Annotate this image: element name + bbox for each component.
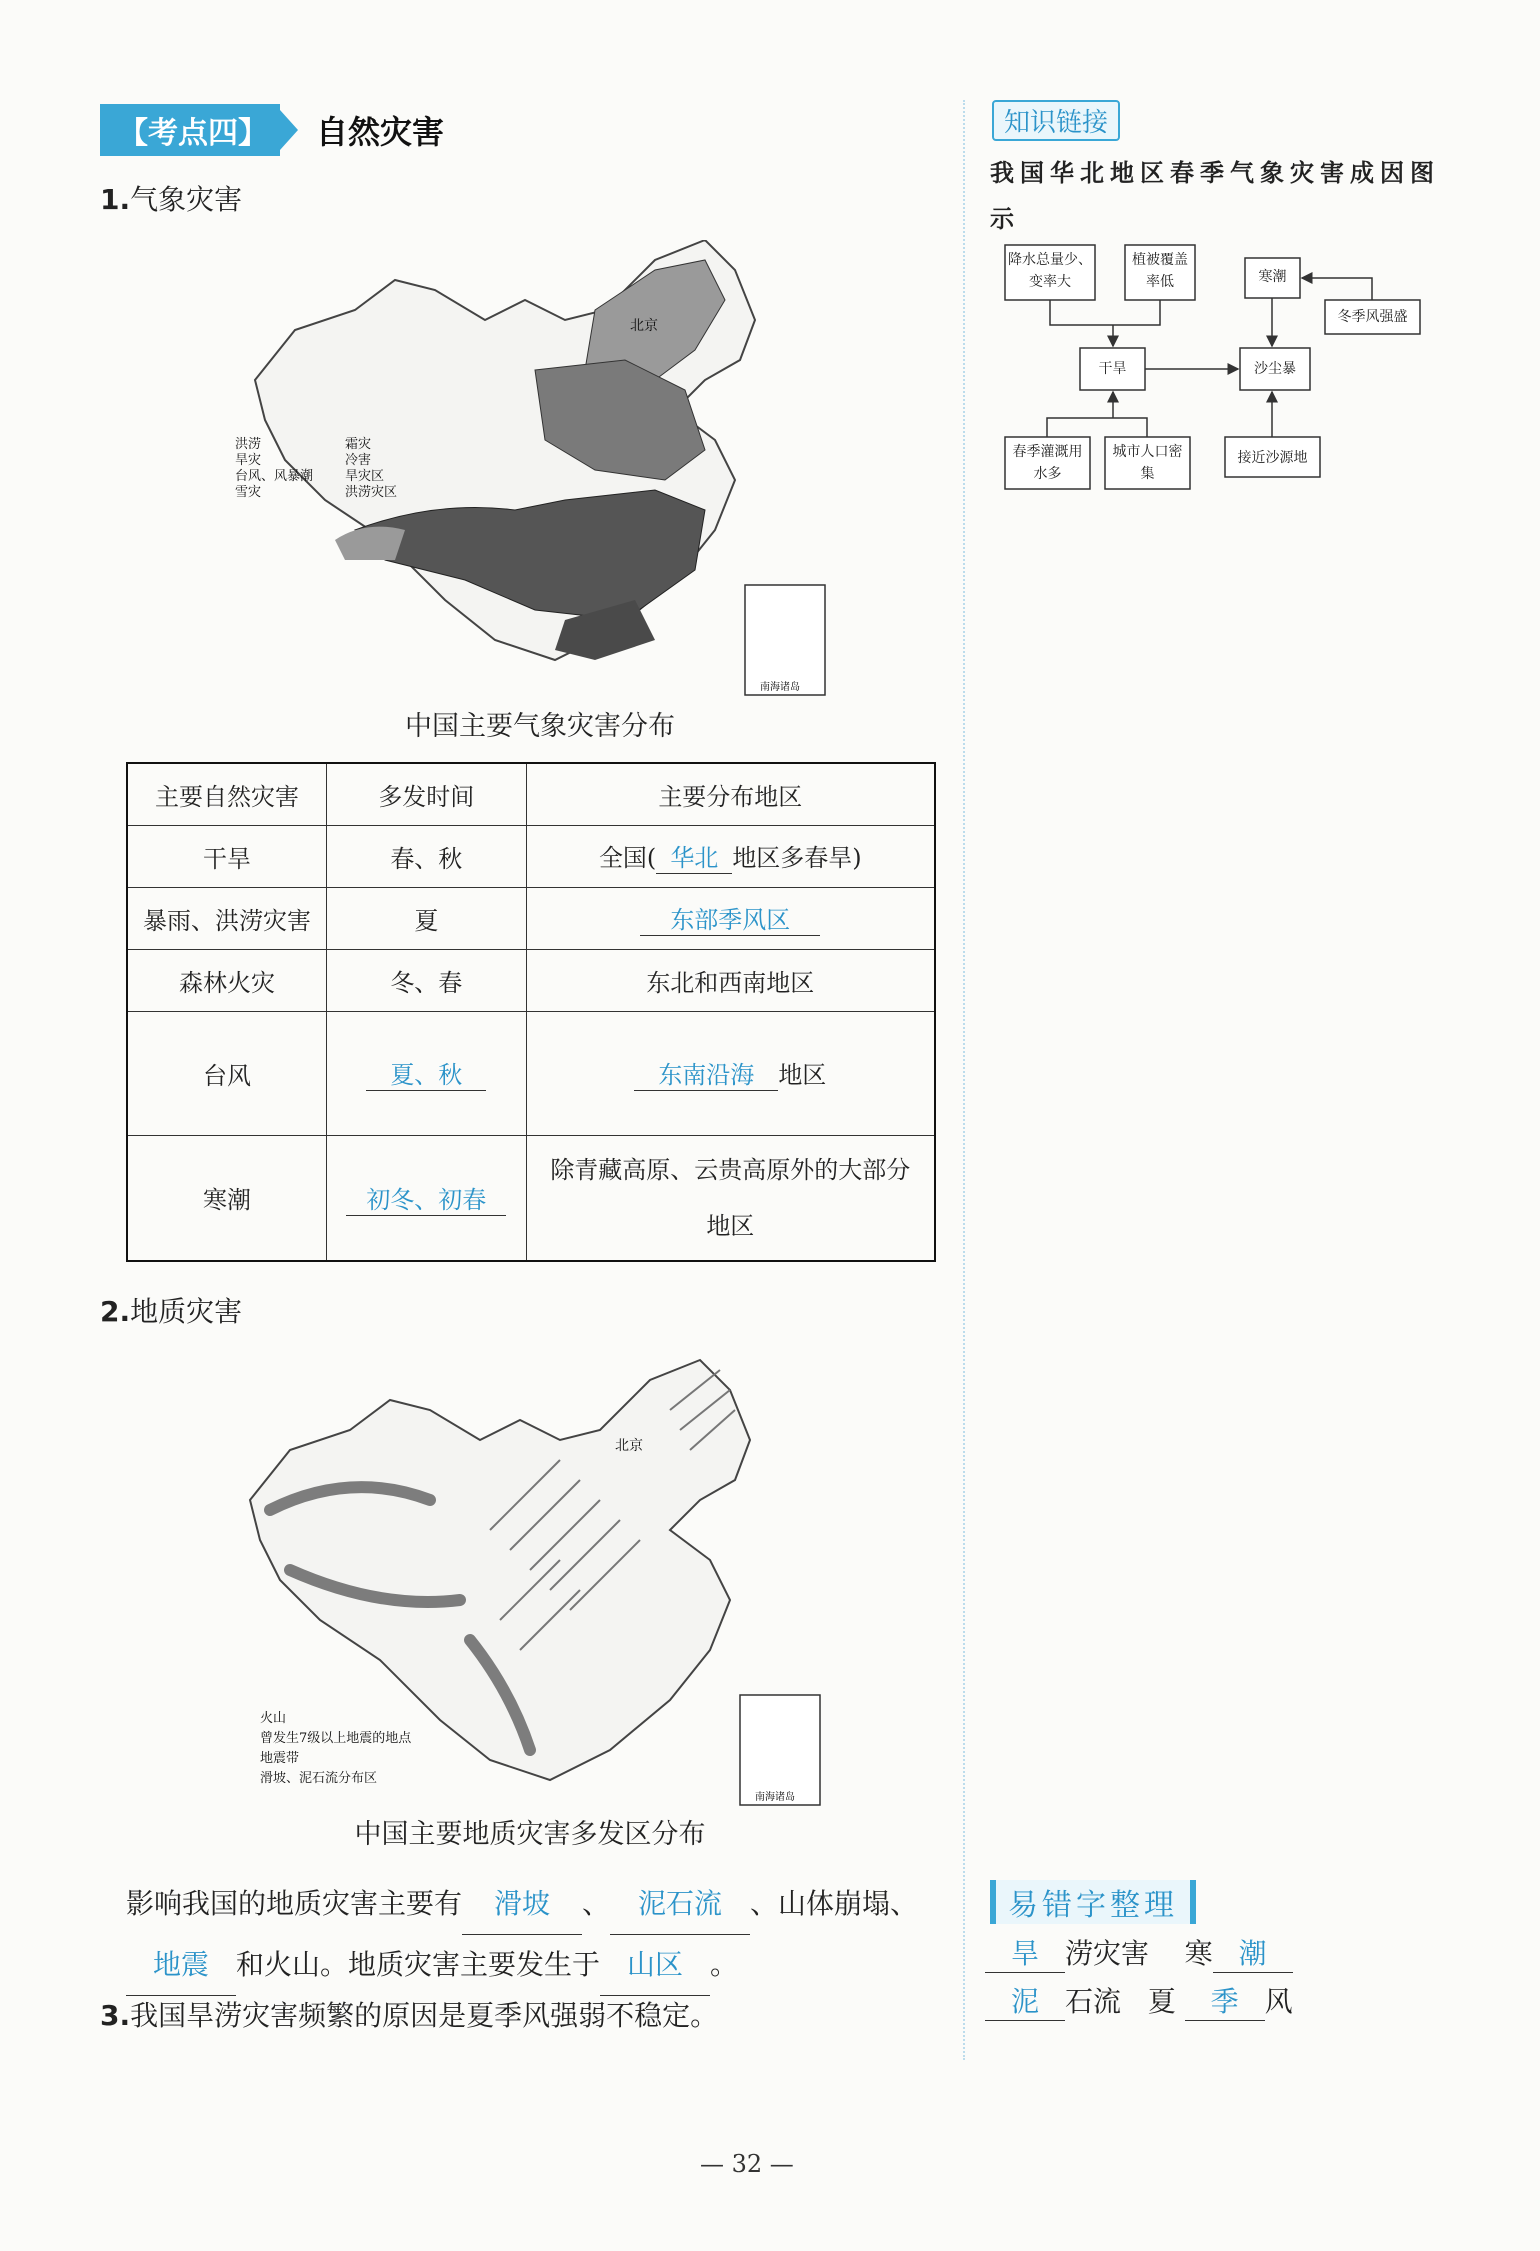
cell-text: 地区	[778, 1061, 827, 1089]
geo-paragraph	[126, 1874, 956, 1996]
geo-map-caption: 中国主要地质灾害多发区分布	[354, 1819, 706, 1850]
map1-legend-4: 雪灾	[235, 485, 262, 500]
node-irrigation: 春季灌溉用水多	[1012, 443, 1083, 481]
node-winter-monsoon: 冬季风强盛	[1337, 308, 1408, 324]
answer-blank: 初冬、初春	[346, 1180, 506, 1216]
table-cell: 寒潮	[127, 1135, 326, 1261]
answer-blank: 泥石流	[610, 1874, 750, 1935]
map2-inset-label: 南海诸岛	[755, 1792, 795, 1803]
cell-text: 除青藏高原、云贵高原外的大部分	[550, 1155, 911, 1184]
knowledge-text: 我国华北地区春季气象灾害成因图示	[990, 159, 1440, 233]
node-sand-source: 接近沙源地	[1237, 449, 1308, 465]
err-text: 夏	[1147, 1985, 1176, 2018]
map2-beijing-label: 北京	[615, 1438, 643, 1454]
node-vegetation: 植被覆盖率低	[1132, 251, 1188, 289]
map1-inset-label: 南海诸岛	[760, 682, 800, 693]
cell-text: 地区	[706, 1211, 755, 1240]
table-cell: 夏	[326, 887, 526, 949]
answer-blank: 华北	[656, 838, 732, 874]
map1-beijing-label: 北京	[630, 318, 658, 334]
cell-text: 地区多春旱)	[732, 844, 862, 872]
knowledge-tag: 知识链接	[992, 100, 1120, 141]
table-cell: 干旱	[127, 825, 326, 887]
tag-arrow-icon	[280, 110, 298, 150]
err-text: 涝灾害	[1065, 1937, 1150, 1970]
answer-blank: 泥	[985, 1980, 1065, 2021]
table-row	[127, 1135, 935, 1261]
node-precip: 降水总量少、变率大	[1008, 251, 1092, 289]
map2-legend-2: 曾发生7级以上地震的地点	[260, 1731, 412, 1746]
section-tag: 【 考点四 】	[100, 104, 280, 156]
cause-flowchart	[995, 240, 1435, 500]
errors-tag: 易错字整理	[990, 1880, 1196, 1924]
column-divider	[963, 100, 965, 2060]
map1-legend-1: 洪涝	[235, 437, 262, 452]
map1-legend-8: 洪涝灾区	[345, 485, 398, 500]
para-text: 和火山。地质灾害主要发生于	[236, 1948, 601, 1981]
page-number: — 32 —	[700, 2150, 794, 2178]
node-sandstorm: 沙尘暴	[1254, 360, 1296, 376]
map1-legend-3: 台风、风暴潮	[235, 469, 314, 484]
para-text: 、	[582, 1887, 611, 1920]
table-cell	[526, 1011, 935, 1135]
err-text: 石流	[1065, 1985, 1122, 2018]
table-cell	[326, 1135, 526, 1261]
table-cell: 冬、春	[326, 949, 526, 1011]
geo-heading	[100, 1290, 242, 1330]
answer-blank: 滑坡	[462, 1874, 582, 1935]
err-text: 寒	[1184, 1937, 1213, 1970]
table-cell	[326, 1011, 526, 1135]
node-drought: 干旱	[1098, 360, 1127, 376]
errors-row-2	[985, 1980, 1293, 2021]
weather-heading	[100, 178, 242, 218]
cell-text: 全国(	[598, 844, 657, 872]
answer-blank: 东南沿海	[634, 1055, 778, 1091]
answer-blank: 夏、秋	[366, 1055, 486, 1091]
disaster-table	[126, 762, 936, 1262]
answer-blank: 东部季风区	[640, 900, 820, 936]
map1-legend-2: 旱灾	[235, 453, 262, 468]
point3-text: 我国旱涝灾害频繁的原因是夏季风强弱不稳定。	[130, 1999, 719, 2032]
table-cell	[526, 1135, 935, 1261]
weather-map-caption: 中国主要气象灾害分布	[405, 711, 675, 742]
table-header: 主要自然灾害	[127, 763, 326, 825]
table-header: 主要分布地区	[526, 763, 935, 825]
geo-heading-text: 地质灾害	[130, 1295, 243, 1328]
table-header: 多发时间	[326, 763, 526, 825]
table-cell: 东北和西南地区	[526, 949, 935, 1011]
table-row	[127, 1011, 935, 1135]
map1-legend-7: 旱灾区	[345, 469, 385, 484]
table-header-row	[127, 763, 935, 825]
weather-heading-num: 1.	[100, 183, 131, 216]
table-row	[127, 949, 935, 1011]
para-text: 。	[710, 1948, 739, 1981]
table-cell	[526, 825, 935, 887]
geo-heading-num: 2.	[100, 1295, 131, 1328]
point3-num: 3.	[100, 1999, 131, 2032]
err-text: 风	[1264, 1985, 1293, 2018]
node-urban-pop: 城市人口密集	[1112, 443, 1183, 481]
weather-heading-text: 气象灾害	[130, 183, 243, 216]
weather-disaster-map	[235, 240, 835, 700]
table-row	[127, 825, 935, 887]
map1-inset-box	[745, 585, 825, 695]
answer-blank: 潮	[1213, 1932, 1293, 1973]
answer-blank: 地震	[126, 1935, 236, 1996]
map1-legend-5: 霜灾	[345, 437, 372, 452]
table-cell: 森林火灾	[127, 949, 326, 1011]
table-cell	[526, 887, 935, 949]
para-text: 、山体崩塌、	[750, 1887, 919, 1920]
table-cell: 暴雨、洪涝灾害	[127, 887, 326, 949]
answer-blank: 旱	[985, 1932, 1065, 1973]
section-title: 自然灾害	[316, 113, 445, 151]
errors-row-1	[985, 1932, 1293, 1973]
map2-legend-3: 地震带	[260, 1751, 300, 1766]
para-text: 影响我国的地质灾害主要有	[126, 1887, 463, 1920]
map1-legend-6: 冷害	[345, 453, 372, 468]
table-cell: 台风	[127, 1011, 326, 1135]
map2-legend-1: 火山	[260, 1711, 287, 1726]
point3	[100, 1994, 718, 2034]
section-header	[100, 104, 444, 156]
map2-inset-box	[740, 1695, 820, 1805]
answer-blank: 季	[1185, 1980, 1265, 2021]
node-coldwave: 寒潮	[1258, 268, 1287, 284]
table-cell: 春、秋	[326, 825, 526, 887]
answer-blank: 山区	[600, 1935, 710, 1996]
table-row	[127, 887, 935, 949]
geo-disaster-map	[230, 1350, 830, 1820]
map2-legend-4: 滑坡、泥石流分布区	[260, 1771, 378, 1786]
